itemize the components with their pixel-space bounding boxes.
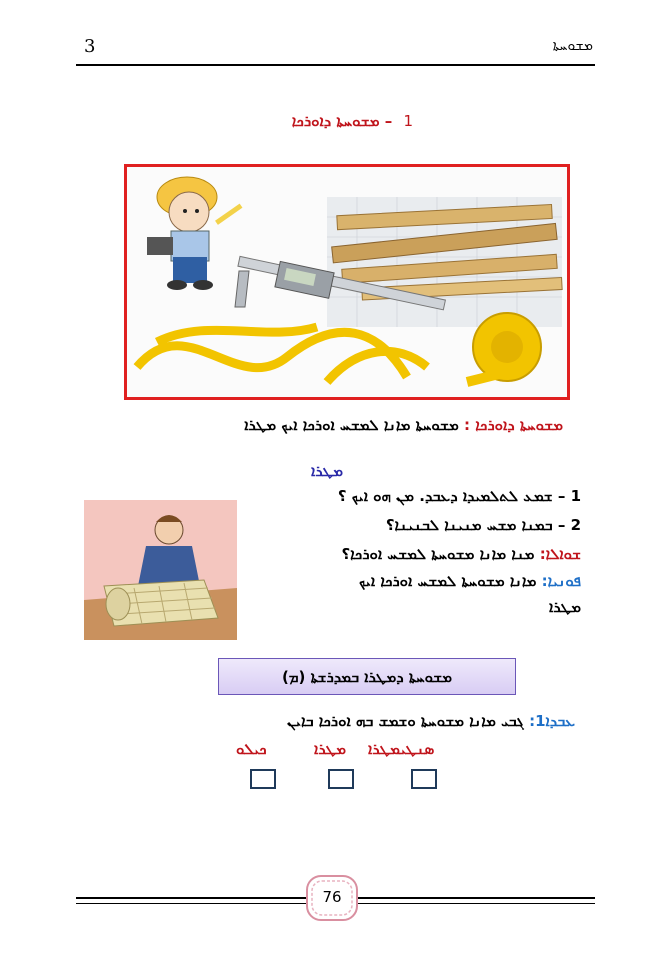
question-1-number: 1 [570,487,581,505]
page-number: 76 [322,888,342,906]
tailor-measuring-cloth-image [84,500,237,640]
question-3 [341,545,581,563]
tape-measure-icon [137,327,427,382]
exercise-instruction [287,712,575,730]
header-page-label: 3 [84,36,96,57]
caption-line [244,416,563,434]
answer-continuation: ܡܛܪܐ [549,598,581,616]
option-kilo: ܟܝܠܘ [236,740,267,758]
option-meter: ܡܛܪܐ [314,740,346,758]
questions-heading: ܡܛܪܐ [311,462,343,480]
measuring-tools-image [124,164,570,400]
question-2 [386,516,581,534]
question-1 [338,487,581,505]
question-1-text: – ܫܡܥ ܠܬܠܡܝܕܐ ܕܥܒܕ. ܡܢ ܗܘ ܐܝܟ ؟ [337,487,566,505]
caption-text: ܡܫܘܚܬܐ ܡܐܢܐ ܠܡܫܚ ܐܘܪܟܐ ܐܝܟ ܡܛܪܐ [244,416,459,434]
section-title [292,112,413,130]
header-rule [76,64,595,66]
question-3-text: ܡܢܐ ܡܐܢܐ ܡܫܘܚܬܐ ܠܡܫܚ ܐܘܪܟܐ؟ [341,545,535,563]
question-3-label: ܫܘܐܠܐ: [539,545,581,563]
answer-text: ܡܐܢܐ ܡܫܘܚܬܐ ܠܡܫܚ ܐܘܪܟܐ ܐܝܟ [359,572,537,590]
measuring-tools-illustration [127,167,567,397]
question-2-number: 2 [570,516,581,534]
activity-title-box: ܡܫܘܚܬܐ ܕܡܛܪܐ ܒܡܕܪܫܬܐ (ܡ) [218,658,516,695]
caption-term: ܡܫܘܚܬܐ ܕܐܘܪܟܐ : [464,416,563,434]
answer-line [359,572,581,590]
header-title: ܡܫܘܚܬܐ [552,38,593,54]
section-number: 1 [403,112,413,130]
exercise-text: ܓܒܝ ܡܐܢܐ ܡܫܘܚܬܐ ܘܫܡܫ ܒܗ ܐܘܪܟܐ ܒܐܝܢ [287,712,524,730]
exercise-label: ܥܒܕܐ1: [529,712,575,730]
option-centimeter: ܣܢܛܝܡܛܪܐ [368,740,435,758]
checkbox-centimeter[interactable] [411,769,437,789]
question-2-text: – ܒܡܢܐ ܡܫܚ ܡܢܝܢܐ ܠܒܢܝܢܐ؟ [385,516,566,534]
tailor-illustration [84,500,237,640]
checkbox-meter[interactable] [328,769,354,789]
answer-label: ܦܘܢܝܐ: [541,572,581,590]
section-title-text: – ܡܫܘܚܬܐ ܕܐܘܪܟܐ [291,112,393,130]
checkbox-kilo[interactable] [250,769,276,789]
worker-cartoon-icon [147,177,242,290]
